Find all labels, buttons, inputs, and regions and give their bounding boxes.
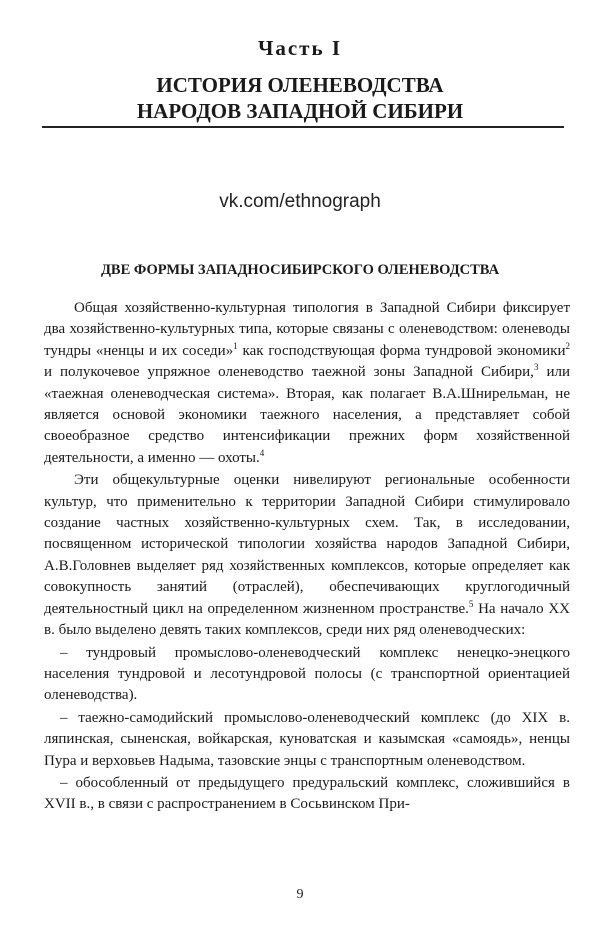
paragraph-1: Общая хозяйственно-культурная типология в Западной Сибири фиксирует два хозяйственно-культурных типа, которые связаны с оленеводством: оленеводы тундры «ненцы и их соседи»$^1$ как господствующая форма тундровой экономики$^2$ и полукочевое упряжное оленеводство таежной зоны Западной Сибири,$^3$ или «таежная оленеводческая система». Вторая, как полагает В.А.Шнирельман, не является основой экономики таежного населения, а представляет собой своеобразное средство интенсификации прежних форм хозяйственной деятельности, а именно — охоты.$^4$ bbox=[44, 300, 570, 466]
footnote-ref-5: 5 bbox=[468, 598, 474, 609]
page-number: 9 bbox=[296, 887, 304, 902]
watermark-url: vk.com/ethnograph bbox=[219, 191, 381, 212]
chapter-title-line-1: ИСТОРИЯ ОЛЕНЕВОДСТВА bbox=[156, 73, 444, 97]
title-divider bbox=[42, 126, 564, 128]
part-heading: Часть I bbox=[257, 36, 343, 60]
chapter-title-line-2: НАРОДОВ ЗАПАДНОЙ СИБИРИ bbox=[136, 99, 464, 123]
list-item-tundra-complex: – тундровый промыслово-оленеводческий комплекс ненецко-энецкого населения тундровой и лесотундровой полосы (с транспортной ориентацией оленеводства). bbox=[44, 644, 570, 704]
footnote-ref-2: 2 bbox=[565, 340, 570, 351]
footnote-ref-3: 3 bbox=[533, 362, 539, 373]
section-title: ДВЕ ФОРМЫ ЗАПАДНОСИБИРСКОГО ОЛЕНЕВОДСТВА bbox=[100, 262, 500, 278]
list-item-taiga-samoyed-complex: – таежно-самодийский промыслово-оленеводческий комплекс (до XIX в. ляпинская, сыненская, войкарская, куноватская и казымская «самоядь», ненцы Пура и верховьев Надыма, тазовские энцы с транспортным оленеводством. bbox=[44, 709, 570, 769]
footnote-ref-4: 4 bbox=[259, 447, 265, 458]
paragraph-2: Эти общекультурные оценки нивелируют региональные особенности культур, что применительно к территории Западной Сибири стимулировало создание частных хозяйственно-культурных схем. Так, в исследовании, посвященном исторической типологии хозяйства народов Западной Сибири, А.В.Головнев выделяет ряд хозяйственных комплексов, которые определяет как совокупность занятий (отраслей), обеспечивающих круглогодичный деятельностный цикл на определенном жизненном пространстве.$^5$ На начало XX в. было выделено девять таких комплексов, среди них ряд оленеводческих: bbox=[44, 472, 571, 639]
chapter-title bbox=[0, 72, 600, 124]
footnote-ref-1: 1 bbox=[233, 340, 238, 351]
body-text bbox=[44, 298, 570, 817]
list-item-preural-complex: – обособленный от предыдущего предуральский комплекс, сложившийся в XVII в., в связи с распространением в Сосьвинском При- bbox=[44, 774, 570, 813]
